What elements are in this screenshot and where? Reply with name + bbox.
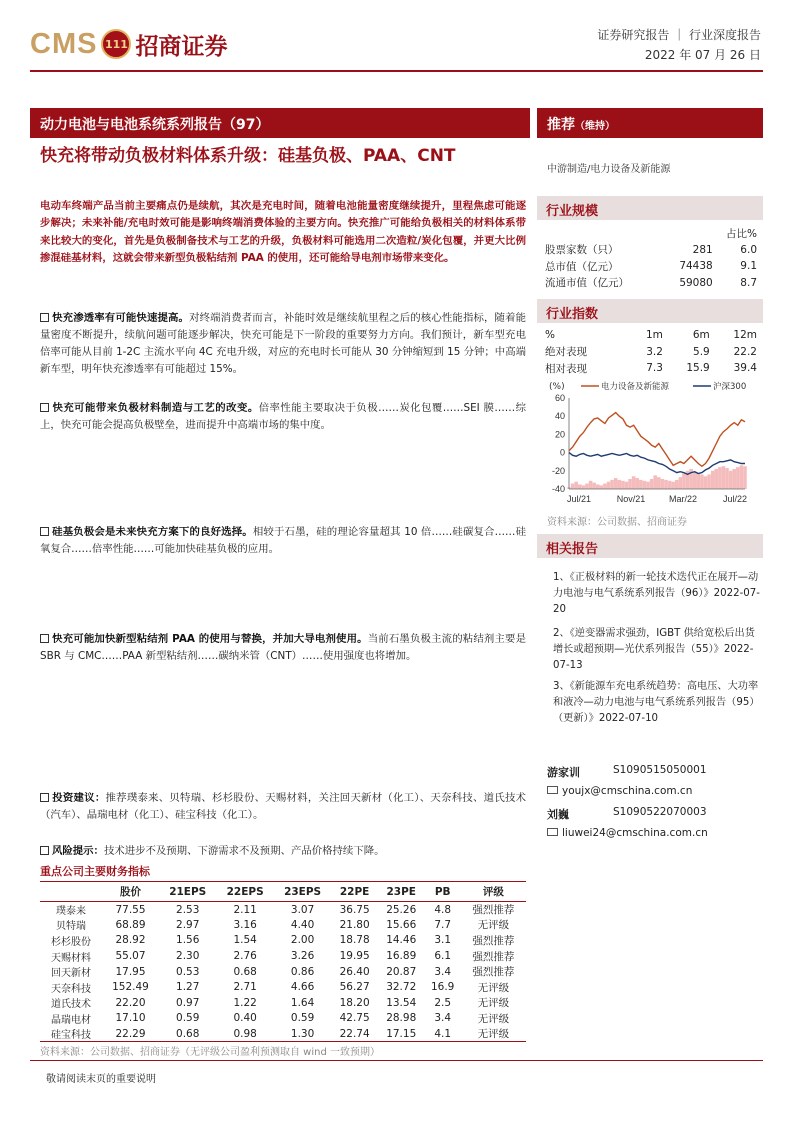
- table-cell: 1.30: [274, 1026, 331, 1042]
- relative-bar: [668, 481, 672, 489]
- table-row: [545, 360, 757, 377]
- relative-bar: [740, 465, 744, 489]
- footer-note: 敬请阅读末页的重要说明: [46, 1074, 156, 1085]
- scale-value: 59080: [679, 276, 713, 289]
- table-header-row: [40, 882, 526, 902]
- industry-scale-header: 行业规模: [537, 196, 763, 220]
- relative-bar: [585, 484, 589, 489]
- header-divider: [30, 70, 763, 72]
- analyst-cert: S1090515050001: [613, 764, 707, 776]
- bullet-lead: 投资建议：: [52, 792, 106, 804]
- table-cell: 3.4: [434, 1012, 452, 1025]
- related-reports-header: 相关报告: [537, 534, 763, 558]
- relative-bar: [718, 467, 722, 489]
- company-name-cell: 硅宝科技: [40, 1026, 102, 1042]
- table-cell: 6.1: [434, 950, 452, 963]
- bullet-text: 对终端消费者而言，补能时效是继续航里程之后的核心性能指标，随着能量密度不断提升，续航问题可能逐步解决，快充可能是下一阶段的重要努力方向。我们预计，新车型充电倍率可能从目前 1-2C 主流水平向 4C 充电升级，对应的充电时长可能从 30 分钟缩短到 15 分钟；中高端新车型，明年快充渗透率有可能超过 15%。: [40, 312, 526, 375]
- table-cell: 16.9: [430, 981, 455, 994]
- relative-bar: [574, 482, 578, 489]
- legend-label-csi300: 沪深300: [713, 382, 747, 392]
- table-header: 23PE: [378, 882, 425, 902]
- table-cell: 2.71: [233, 981, 257, 994]
- company-name-cell: 璞泰来: [56, 906, 86, 918]
- y-tick-label: -40: [551, 484, 565, 494]
- table-cell: 18.78: [339, 934, 370, 947]
- relative-bar: [643, 481, 647, 489]
- relative-bar: [625, 482, 629, 489]
- checkbox-bullet-icon: [40, 846, 49, 855]
- relative-bar: [582, 485, 586, 489]
- table-cell: 19.95: [339, 950, 370, 963]
- table-cell: 2.53: [176, 903, 200, 916]
- analyst-cert-row: [547, 806, 761, 827]
- relative-bar: [661, 479, 665, 489]
- relative-bar: [610, 480, 614, 489]
- relative-bar: [700, 474, 704, 489]
- table-cell: 3.26: [290, 950, 315, 963]
- relative-bar: [711, 471, 715, 489]
- logo-latin: CMS: [30, 27, 98, 60]
- table-cell: 22.74: [331, 1026, 378, 1042]
- table-cell: 7.7: [434, 918, 452, 931]
- table-cell: 4.8: [434, 903, 452, 916]
- company-name-cell: 天赐材料: [51, 952, 91, 964]
- bullet-anode-process: [40, 400, 526, 434]
- table-row: [40, 902, 526, 918]
- series-banner: 动力电池与电池系统系列报告（97）: [30, 108, 530, 138]
- page-title: 快充将带动负极材料体系升级：硅基负极、PAA、CNT: [40, 146, 456, 166]
- index-label: 绝对表现: [545, 346, 587, 359]
- relative-bar: [736, 467, 740, 489]
- related-report-item[interactable]: 1、《正极材料的新一轮技术迭代正在展开—动力电池与电气系统系列报告（96）》2022-07-20: [553, 572, 760, 615]
- table-cell: 强烈推荐: [472, 934, 515, 947]
- table-cell: 3.16: [233, 918, 257, 931]
- relative-bar: [589, 481, 593, 489]
- table-source: 资料来源：公司数据、招商证券（无评级公司盈利预测取自 wind 一致预期）: [40, 1047, 380, 1058]
- relative-bar: [596, 484, 600, 489]
- relative-bar: [653, 475, 657, 489]
- scale-value: 74438: [679, 260, 713, 273]
- table-cell: 152.49: [112, 981, 149, 994]
- company-name-cell: 杉杉股份: [51, 936, 91, 948]
- related-report-item[interactable]: 3、《新能源车充电系统趋势：高电压、大功率和液冷—动力电池与电气系统系列报告（95）（更新）》2022-07-10: [553, 681, 760, 724]
- relative-bar: [632, 476, 636, 489]
- analyst-email: liuwei24@cmschina.com.cn: [562, 827, 708, 839]
- bullet-fast-charge-penetration: [40, 310, 526, 378]
- table-cell: 无评级: [477, 981, 510, 994]
- relative-bar: [729, 471, 733, 489]
- relative-bar: [628, 479, 632, 489]
- table-row: [40, 917, 526, 933]
- table-cell: 0.68: [233, 965, 257, 978]
- bullet-silicon-anode: [40, 524, 526, 558]
- relative-bar: [707, 474, 711, 489]
- bullet-text: 技术进步不及预期、下游需求不及预期、产品价格持续下降。: [103, 845, 385, 857]
- scale-label: 流通市值（亿元）: [545, 277, 629, 290]
- table-cell: 1.56: [176, 934, 200, 947]
- index-header: 12m: [733, 329, 757, 342]
- index-label: 相对表现: [545, 362, 587, 375]
- checkbox-bullet-icon: [40, 403, 49, 412]
- company-logo: [30, 26, 227, 62]
- index-value: 22.2: [733, 345, 757, 358]
- legend-label-sector: 电力设备及新能源: [601, 382, 670, 392]
- report-date: 2022 年 07 月 26 日: [644, 48, 761, 62]
- table-cell: 2.11: [233, 903, 257, 916]
- table-cell: 3.07: [290, 903, 315, 916]
- table-cell: 无评级: [477, 919, 510, 932]
- related-report-item[interactable]: 2、《逆变器需求强劲，IGBT 供给宽松后出货增长或超预期—光伏系列报告（55）》2022-07-13: [553, 628, 755, 671]
- index-header: %: [545, 329, 555, 342]
- checkbox-bullet-icon: [40, 527, 49, 536]
- relative-bar: [722, 466, 726, 489]
- analyst-name: 游家训: [547, 766, 580, 779]
- table-cell: 4.66: [290, 981, 315, 994]
- scale-pct: 9.1: [740, 260, 757, 273]
- relative-bar: [675, 480, 679, 489]
- relative-bar: [732, 469, 736, 489]
- y-tick-label: 60: [554, 393, 565, 403]
- table-cell: 0.40: [233, 1012, 257, 1025]
- relative-bar: [639, 480, 643, 489]
- relative-bar: [650, 479, 654, 489]
- scale-value: 281: [692, 243, 713, 256]
- bullet-risk: [40, 843, 526, 860]
- table-cell: 16.89: [386, 950, 417, 963]
- table-cell: 17.15: [378, 1026, 425, 1042]
- table-row: [40, 964, 526, 980]
- analyst-email-link[interactable]: [547, 827, 708, 839]
- relative-bar: [697, 474, 701, 489]
- index-header: 6m: [692, 329, 710, 342]
- y-tick-label: 0: [559, 447, 565, 458]
- table-header: 评级: [461, 882, 526, 902]
- table-cell: 2.97: [176, 918, 200, 931]
- bullet-text: 相较于石墨，硅的理论容量超其 10 倍……硅碳复合……硅氧复合……倍率性能……可能加快硅基负极的应用。: [40, 526, 527, 555]
- y-tick-label: -20: [551, 465, 565, 476]
- scale-pct: 6.0: [740, 243, 757, 256]
- table-row: [40, 933, 526, 949]
- company-name-cell: 道氏技术: [51, 999, 91, 1011]
- table-cell: 2.00: [290, 934, 315, 947]
- table-cell: 55.07: [115, 950, 146, 963]
- sector-label: 中游制造/电力设备及新能源: [547, 164, 671, 175]
- relative-bar: [635, 478, 639, 489]
- bullet-paa-binder: [40, 631, 526, 665]
- table-cell: 2.30: [176, 950, 200, 963]
- table-cell: 强烈推荐: [472, 950, 515, 963]
- checkbox-bullet-icon: [40, 634, 49, 643]
- pct-header: 占比%: [726, 227, 757, 240]
- analyst-block: [547, 764, 761, 848]
- relative-bar: [725, 468, 729, 489]
- relative-bar: [607, 482, 611, 489]
- table-cell: 1.27: [176, 981, 200, 994]
- bullet-lead: 快充渗透率有可能快速提高。: [52, 312, 190, 324]
- table-cell: 0.59: [176, 1012, 200, 1025]
- y-tick-label: 20: [554, 429, 565, 440]
- scale-label: 总市值（亿元）: [545, 260, 619, 273]
- checkbox-bullet-icon: [40, 313, 49, 322]
- analyst-cert: S1090522070003: [613, 806, 707, 818]
- document-type: 证券研究报告 ｜ 行业深度报告: [597, 28, 761, 42]
- relative-bar: [704, 476, 708, 489]
- index-value: 15.9: [686, 362, 710, 375]
- index-performance-chart: [537, 378, 763, 508]
- bullet-text: 倍率性能主要取决于负极……炭化包覆……SEI 膜……综上，快充可能会提高负极壁垒，进而提升中高端市场的集中度。: [40, 402, 526, 431]
- table-cell: 强烈推荐: [472, 966, 515, 979]
- table-cell: 18.20: [339, 996, 370, 1009]
- mail-icon: [547, 786, 558, 794]
- analyst-email: youjx@cmschina.com.cn: [562, 785, 693, 797]
- table-cell: 42.75: [339, 1012, 370, 1025]
- summary-paragraph: 电动车终端产品当前主要痛点仍是续航，其次是充电时间，随着电池能量密度继续提升，里程焦虑可能逐步解决；未来补能/充电时效可能是影响终端消费体验的主要方向。快充推广可能给负极相关的材料体系带来比较大的变化，首先是负极制备技术与工艺的升级，负极材料可能选用二次造粒/炭化包覆，并更大比例掺混硅基材料，这就会带来新型负极粘结剂 PAA 的使用，还可能给导电剂市场带来变化。: [40, 200, 526, 264]
- table-cell: 25.26: [386, 903, 417, 916]
- x-tick-label: Mar/22: [668, 494, 698, 504]
- relative-bar: [571, 484, 575, 489]
- table-cell: 1.64: [290, 996, 315, 1009]
- table-cell: 20.87: [386, 965, 417, 978]
- scale-label: 股票家数（只）: [545, 244, 619, 257]
- relative-bar: [671, 482, 675, 489]
- table-row: [545, 275, 757, 292]
- rating-banner: [537, 108, 763, 138]
- table-header: PB: [425, 882, 461, 902]
- table-cell: 0.68: [159, 1026, 216, 1042]
- table-row: [40, 1026, 526, 1042]
- logo-cn: 招商证券: [135, 32, 228, 60]
- relative-bar: [693, 472, 697, 489]
- table-cell: 32.72: [386, 981, 417, 994]
- bullet-lead: 快充可能带来负极材料制造与工艺的改变。: [52, 402, 259, 414]
- table-row: [545, 258, 757, 275]
- relative-bar: [743, 466, 747, 489]
- table-row: [545, 225, 757, 242]
- table-cell: 无评级: [461, 1026, 526, 1042]
- table-cell: 13.54: [386, 996, 417, 1009]
- bullet-text: 推荐璞泰来、贝特瑞、杉杉股份、天赐材料，关注回天新材（化工）、天奈科技、道氏技术（汽车）、晶瑞电材（化工）、硅宝科技（化工）。: [40, 792, 527, 821]
- table-cell: 4.40: [290, 918, 315, 931]
- table-cell: 22.20: [115, 996, 146, 1009]
- x-tick-label: Nov/21: [616, 494, 646, 504]
- table-cell: 36.75: [339, 903, 370, 916]
- table-cell: 3.4: [434, 965, 452, 978]
- index-value: 7.3: [646, 362, 663, 375]
- table-cell: 1.22: [233, 996, 257, 1009]
- table-cell: 2.5: [434, 996, 452, 1009]
- relative-bar: [618, 480, 622, 489]
- company-name-cell: 贝特瑞: [56, 921, 86, 933]
- footer-divider: [30, 1060, 763, 1061]
- table-cell: 0.86: [290, 965, 315, 978]
- index-value: 39.4: [733, 362, 757, 375]
- table-cell: 0.59: [290, 1012, 315, 1025]
- company-name-cell: 晶瑞电材: [51, 1014, 91, 1026]
- relative-bar: [715, 469, 719, 489]
- industry-index-header: 行业指数: [537, 299, 763, 323]
- table-cell: 1.54: [233, 934, 257, 947]
- relative-bar: [679, 477, 683, 489]
- index-value: 3.2: [646, 345, 663, 358]
- relative-bar: [682, 473, 686, 489]
- analyst-email-row: [547, 827, 761, 848]
- index-value: 5.9: [693, 345, 710, 358]
- table-cell: 21.80: [339, 918, 370, 931]
- y-tick-label: 40: [554, 411, 565, 422]
- table-cell: 3.1: [434, 934, 452, 947]
- relative-bar: [621, 481, 625, 489]
- table-cell: 28.98: [386, 1012, 417, 1025]
- table-cell: 15.66: [386, 918, 417, 931]
- table-cell: 17.10: [115, 1012, 146, 1025]
- financial-table: [40, 881, 526, 1042]
- table-row: [545, 242, 757, 259]
- analyst-email-link[interactable]: [547, 785, 692, 797]
- company-name-cell: 回天新材: [51, 968, 91, 980]
- table-row: [40, 948, 526, 964]
- rating-label: 推荐: [547, 117, 575, 133]
- analyst-cert-row: [547, 764, 761, 785]
- table-cell: 77.55: [115, 903, 146, 916]
- table-cell: 14.46: [386, 934, 417, 947]
- scale-pct: 8.7: [740, 276, 757, 289]
- checkbox-bullet-icon: [40, 793, 49, 802]
- table-cell: 26.40: [339, 965, 370, 978]
- table-header: 21EPS: [159, 882, 216, 902]
- table-cell: 0.97: [176, 996, 200, 1009]
- table-header: 股价: [102, 882, 159, 902]
- table-cell: 4.1: [425, 1026, 461, 1042]
- chart-source: 资料来源：公司数据、招商证券: [547, 517, 687, 528]
- table-cell: 68.89: [115, 918, 146, 931]
- table-cell: 56.27: [339, 981, 370, 994]
- table-row: [40, 979, 526, 995]
- bullet-lead: 快充可能加快新型粘结剂 PAA 的使用与替换，并加大导电剂使用。: [52, 633, 368, 645]
- company-name-cell: 天奈科技: [51, 983, 91, 995]
- relative-bar: [657, 477, 661, 489]
- table-title: 重点公司主要财务指标: [40, 865, 150, 878]
- table-cell: 无评级: [477, 1012, 510, 1025]
- table-cell: 无评级: [477, 997, 510, 1010]
- rating-note: （维持）: [575, 121, 615, 132]
- table-header: 23EPS: [274, 882, 331, 902]
- relative-bar: [578, 484, 582, 489]
- table-cell: 0.98: [216, 1026, 273, 1042]
- analyst-name: 刘巍: [547, 808, 569, 821]
- bullet-lead: 风险提示：: [52, 845, 104, 857]
- bullet-lead: 硅基负极会是未来快充方案下的良好选择。: [52, 526, 253, 538]
- legend-unit: (%): [549, 382, 565, 392]
- relative-bar: [664, 480, 668, 489]
- table-cell: 0.53: [176, 965, 200, 978]
- relative-bar: [600, 485, 604, 489]
- logo-badge: 111: [101, 29, 131, 59]
- bullet-investment: [40, 790, 526, 824]
- analyst-email-row: [547, 785, 761, 806]
- x-tick-label: Jul/21: [566, 494, 592, 504]
- table-header: 22EPS: [216, 882, 273, 902]
- table-row: [40, 1011, 526, 1027]
- bullet-text: 当前石墨负极主流的粘结剂主要是 SBR 与 CMC……PAA 新型粘结剂……碳纳米管（CNT）……使用强度也将增加。: [40, 633, 526, 662]
- table-row: [545, 327, 757, 344]
- relative-bar: [592, 483, 596, 489]
- table-cell: 22.29: [102, 1026, 159, 1042]
- table-header: [40, 882, 102, 902]
- relative-bar: [603, 484, 607, 489]
- table-cell: 2.76: [233, 950, 257, 963]
- sector-index-line: [569, 413, 745, 467]
- table-row: [545, 344, 757, 361]
- table-header: 22PE: [331, 882, 378, 902]
- x-tick-label: Jul/22: [722, 494, 748, 504]
- table-row: [40, 995, 526, 1011]
- relative-bar: [646, 482, 650, 489]
- mail-icon: [547, 828, 558, 836]
- industry-index-table: [545, 327, 757, 377]
- index-header: 1m: [646, 329, 663, 342]
- relative-bar: [614, 478, 618, 489]
- industry-scale-table: [545, 225, 757, 291]
- table-cell: 28.92: [115, 934, 146, 947]
- table-cell: 强烈推荐: [472, 904, 515, 917]
- table-cell: 17.95: [115, 965, 146, 978]
